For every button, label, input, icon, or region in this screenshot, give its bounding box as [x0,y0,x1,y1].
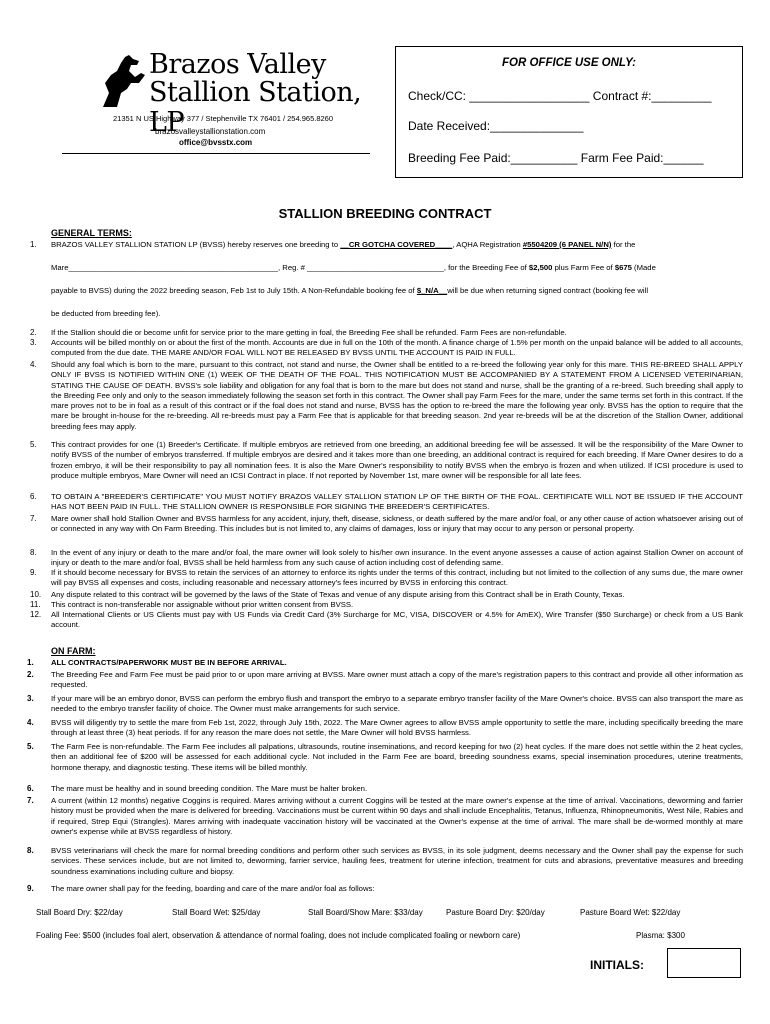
office-use-title: FOR OFFICE USE ONLY: [502,57,636,69]
item-number: 4. [27,718,34,727]
item-number: 9. [27,884,34,893]
payable-line [51,286,743,296]
item-number: 2. [30,328,37,337]
on-farm-item: If your mare will be an embryo donor, BVSS can perform the embryo flush and transport the embryo to a separate embryo transfer facility of the Mare Owner's choice. BVSS can also transport the mare as needed to the embryo transfer facility of choice. The Owner must make arrangements for such service. [51,694,743,714]
general-item: Accounts will be billed monthly on or about the first of the month. Accounts are due in full on the 10th of the month. A finance charge of 1.5% per month on the unpaid balance will be added to all accounts, computed from the due date. THE MARE AND/OR FOAL WILL NOT BE RELEASED BY BVSS UNTIL THE ACCOUNT IS PAID IN FULL. [51,338,743,358]
general-item: Should any foal which is born to the mare, pursuant to this contract, not stand and nurse, the Owner shall be entitled to a re-breed the following year only for this mare. THIS RE-BREED SHALL APPLY ONLY IF BVSS IS NOTIFIED WITHIN ONE (1) WEEK OF THE DEATH OF THE FOAL. THIS NOTIFICATION MUST BE ACCOMPANIED BY A STATEMENT FROM A LICENSED VETERINARIAN, STATING THE CAUSE OF DEATH. BVSS's sole liability and obligation for any foal that is born to the mare but does not stand and nurse, shall be the granting of a re-breed. Such breeding shall apply to the Breeding Fee only and only to the season immediately following the season set forth in this contract. The Owner shall pay Farm Fees for the mare, under the same terms set forth in this contract. If the mare proves not to be in foal as a result of this contract or if the foal does not stand and nurse, BVSS has the option to re-breed the mare the following year only. BVSS has the option to require that the mare be brought in-house for the re-breeding. All re-breeds must pay a Farm Fee that is applicable for that breeding season. 2nd year re-breeds will be at the discretion of the Stallion Owner, additional breeding fees may apply. [51,360,743,431]
item-number: 7. [30,514,37,523]
item-number: 12. [30,610,42,619]
mare-line[interactable] [51,263,743,273]
general-item: TO OBTAIN A "BREEDER'S CERTIFICATE" YOU MUST NOTIFY BRAZOS VALLEY STALLION STATION LP OF THE BIRTH OF THE FOAL. CERTIFICATE WILL NOT BE ISSUED IF THE ACCOUNT HAS NOT BEEN PAID IN FULL. THE STALLION OWNER IS RESPONSIBLE FOR SIGNING THE BREEDER'S CERTIFICATES. [51,492,743,512]
booking-fee: $_N/A__ [416,286,448,295]
on-farm-item: The mare must be healthy and in sound breeding condition. The Mare must be halter broken. [51,784,368,793]
general-item: If it should become necessary for BVSS to retain the services of an attorney to enforce its rights under the terms of this contract, including but not limited to the collection of any sums due, the mare owner will pay BVSS all expenses and costs, including reasonable and necessary attorney's fees incurred by BVSS in enforcing this contract. [51,568,743,588]
item-number: 10. [30,590,42,599]
header-divider [62,153,370,154]
logo-name-line2: Stallion Station, LP [149,77,362,138]
item-number: 1. [27,658,34,667]
office-use-box [395,46,743,178]
mare-line-text-c: (Made [631,263,656,272]
on-farm-item: A current (within 12 months) negative Coggins is required. Mares arriving without a current Coggins will be tested at the mare owner's expense at the time of arrival. Vaccinations, deworming and farrier history must be provided when the mare is delivered for breeding. Vaccinations must be current within 90 days and shall include Encephalitis, Tetanus, Influenza, Rhinopneumonitis, West Nile, Rabies and if required, Strep Equi (Strangles). Mares arriving with inadequate vaccination history will be vaccinated at the Owner's expense at the time of arrival. The mare shall be de-wormed monthly at mare owner's expense while at BVSS regardless of history. [51,796,743,836]
on-farm-item: BVSS will diligently try to settle the mare from Feb 1st, 2022, through July 15th, 2022. The Mare Owner agrees to allow BVSS ample opportunity to settle the mare, including specifically breeding the mare through at least three (3) heat periods. If for any reason the mare does not settle, the Mare Owner will hold BVSS harmless. [51,718,743,738]
fee-stall-wet: Stall Board Wet: $25/day [172,908,261,917]
logo-email: office@bvsstx.com [179,138,253,147]
payable-text-b: will be due when returning signed contract (booking fee will [447,286,649,295]
item1-text-c: for the [611,240,636,249]
logo-website: brazosvalleystallionstation.com [155,127,266,136]
initials-box[interactable] [667,948,741,978]
mare-line-text: Mare_________________________________________________, Reg. # ________________________________, for the Breeding Fee of [51,263,529,272]
mare-line-text-b: plus Farm Fee of [552,263,615,272]
item-number: 6. [27,784,34,793]
general-terms-heading: GENERAL TERMS: [51,228,132,238]
payable-text-a: payable to BVSS) during the 2022 breeding season, Feb 1st to July 15th. A Non-Refundable booking fee of [51,286,417,295]
fee-pasture-dry: Pasture Board Dry: $20/day [446,908,545,917]
registration-number: #5504209 (6 PANEL N/N) [522,240,612,249]
item1-text-a: BRAZOS VALLEY STALLION STATION LP (BVSS) hereby reserves one breeding to [51,240,341,249]
item-number: 6. [30,492,37,501]
item-number: 1. [30,240,37,249]
on-farm-item: ALL CONTRACTS/PAPERWORK MUST BE IN BEFORE ARRIVAL. [51,658,287,667]
fee-stall-dry: Stall Board Dry: $22/day [36,908,123,917]
item-number: 4. [30,360,37,369]
item-number: 11. [30,600,41,609]
item-number: 2. [27,670,34,679]
fee-pasture-wet: Pasture Board Wet: $22/day [580,908,681,917]
item-number: 8. [27,846,34,855]
fee-stall-show: Stall Board/Show Mare: $33/day [308,908,423,917]
on-farm-item: The Farm Fee is non-refundable. The Farm Fee includes all palpations, ultrasounds, routine inseminations, and record keeping for two (2) heat cycles. If the mare does not settle within the 2 heat cycles, then an additional fee of $200 will be assessed for each additional cycle. Not included in the Farm Fee are board, breeding soundness exams, special insemination procedures, uterine treatments, hormone therapy, and diagnostic testing. These items will be billed monthly. [51,742,743,772]
item-number: 3. [30,338,37,347]
item-number: 8. [30,548,37,557]
on-farm-item: The mare owner shall pay for the feeding, boarding and care of the mare and/or foal as follows: [51,884,375,893]
logo-address: 21351 N US Highway 377 / Stephenville TX 76401 / 254.965.8260 [113,114,334,123]
logo-name-line1: Brazos Valley [149,49,326,80]
initials-label: INITIALS: [590,958,644,972]
item-number: 7. [27,796,34,805]
item-number: 5. [27,742,34,751]
general-item: This contract provides for one (1) Breeder's Certificate. If multiple embryos are retrieved from one breeding, an additional breeding fee will be assessed. It will be the responsibility of the Mare Owner to notify BVSS of the number of embryos transferred. If multiple embryos are desired and it takes more than one breeding, an additional contract is required for each breeding. If Mare Owner desires to do a frozen embryo, it will be their responsibility to pay all nomination fees. It is also the Mare Owner's responsibility to notify BVSS when the embryo is frozen and when utilized. If ICSI procedure is used to produce multiple embryos, Mare Owner will need an ICSI Contract in place. If not reported by November 1st, mare owner will be responsible for all late fees. [51,440,743,480]
on-farm-item: The Breeding Fee and Farm Fee must be paid prior to or upon mare arriving at BVSS. Mare owner must attach a copy of the mare's registration papers to this contract and provide all other information as requested. [51,670,743,690]
horse-rearing-icon [95,53,147,109]
farm-fee: $675 [614,263,632,272]
general-item: Any dispute related to this contract will be governed by the laws of the State of Texas and venue of any dispute arising from this Contract shall be in Erath County, Texas. [51,590,625,599]
general-item: If the Stallion should die or become unfit for service prior to the mare getting in foal, the Breeding Fee shall be refunded. Farm Fees are non-refundable. [51,328,567,337]
item-number: 5. [30,440,37,449]
check-contract-field[interactable]: Check/CC: __________________ Contract #:_________ [408,89,712,103]
general-item: All International Clients or US Clients must pay with US Funds via Credit Card (3% Surcharge for MC, VISA, DISCOVER or 4.5% for AmEX), Wire Transfer ($50 Surcharge) or check from a US Bank account. [51,610,743,630]
company-logo [95,48,385,163]
general-item: This contract is non-transferable nor assignable without prior written consent from BVSS. [51,600,354,609]
payable-line-2: be deducted from breeding fee). [51,309,161,318]
fees-paid-field[interactable]: Breeding Fee Paid:__________ Farm Fee Paid:______ [408,151,704,165]
breeding-fee: $2,500 [528,263,553,272]
general-item-1 [51,240,751,250]
date-received-field[interactable]: Date Received:______________ [408,119,584,133]
general-item: In the event of any injury or death to the mare and/or foal, the mare owner will look solely to his/her own insurance. In the event anyone assesses a cause of action against Stallion Owner on account of injury or death to the mare and/or foal, BVSS shall be held harmless from any such cause of action including cost of defending same. [51,548,743,568]
general-item: Mare owner shall hold Stallion Owner and BVSS harmless for any accident, injury, theft, disease, sickness, or death suffered by the mare and/or foal, or any other cause of action whatsoever arising out of or connected in any way with On Farm Breeding. This includes but is not limited to, any claims of damages, loss or injury that may occur to any person or personal property. [51,514,743,534]
stallion-name: __CR GOTCHA COVERED____ [340,240,453,249]
fee-foaling: Foaling Fee: $500 (includes foal alert, observation & attendance of normal foaling, does not include complicated foaling or newborn care) [36,931,521,940]
contract-title: STALLION BREEDING CONTRACT [278,206,492,221]
on-farm-heading: ON FARM: [51,646,96,656]
item-number: 9. [30,568,37,577]
item-number: 3. [27,694,34,703]
item1-text-b: , AQHA Registration [452,240,523,249]
on-farm-item: BVSS veterinarians will check the mare for normal breeding conditions and perform other such services as BVSS, in its sole judgment, deems necessary and the Owner shall pay the expense for such services. These services include, but are not limited to, deworming, farrier service, hauling fees, treatment for uterine infection, treatment for cuts and abrasions, preventative measures and breeding soundness examinations including culture and biopsy. [51,846,743,876]
fee-plasma: Plasma: $300 [636,931,685,940]
